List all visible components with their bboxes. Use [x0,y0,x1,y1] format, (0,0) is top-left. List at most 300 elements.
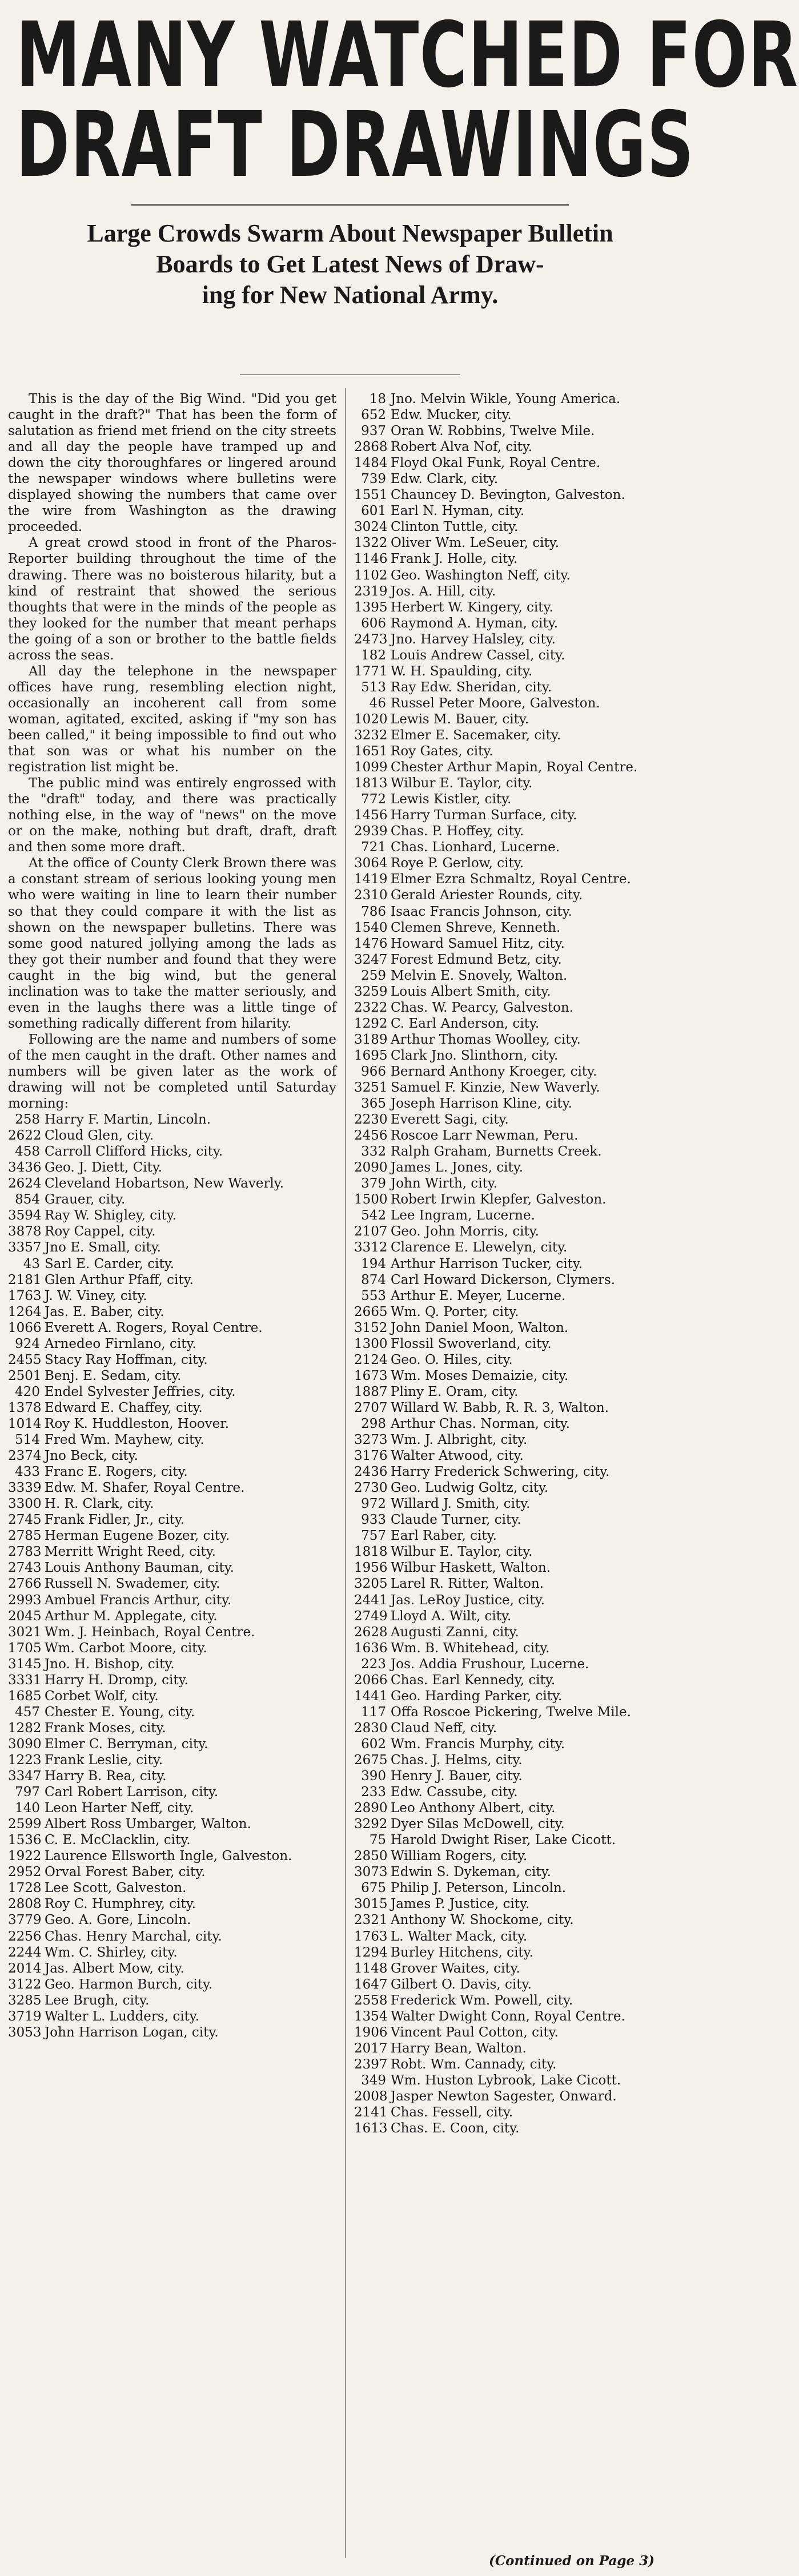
draft-name: James P. Justice, city. [391,1897,530,1912]
draft-list-item [354,1400,692,1416]
draft-name: Geo. O. Hiles, city. [391,1352,513,1367]
draft-number: 3285 [8,1993,42,2008]
draft-list-item [354,1304,692,1320]
draft-name: Frederick Wm. Powell, city. [391,1993,573,2008]
draft-list-item [354,679,692,695]
draft-list-item [8,1576,336,1592]
draft-name: Sarl E. Carder, city. [45,1256,175,1271]
draft-list-item [8,1912,336,1928]
draft-name: Wm. Huston Lybrook, Lake Cicott. [391,2072,621,2088]
draft-list-item [8,1368,336,1384]
draft-list-item [354,871,692,887]
draft-name: Ralph Graham, Burnetts Creek. [391,1144,602,1160]
draft-number: 2952 [8,1865,42,1880]
draft-number: 1763 [8,1288,42,1303]
draft-list-item [8,1432,336,1448]
draft-list-item [354,423,692,439]
draft-list-item [354,1704,692,1720]
draft-list-item [8,1688,336,1704]
draft-number: 3145 [8,1656,42,1672]
draft-list-item [8,1192,336,1208]
draft-number: 542 [361,1208,386,1223]
draft-name: Frank J. Holle, city. [391,552,518,567]
draft-list-item [8,1592,336,1608]
continued-note: (Continued on Page 3) [488,2553,655,2569]
draft-list-item [354,1384,692,1400]
draft-number: 2745 [8,1512,42,1528]
draft-name: Anthony W. Shockome, city. [391,1913,574,1928]
draft-name: Benj. E. Sedam, city. [45,1368,182,1383]
draft-list-item [8,1352,336,1368]
draft-list-item [354,1592,692,1608]
draft-list-item [354,1272,692,1288]
draft-name: Geo. J. Diett, City. [45,1160,163,1176]
draft-name: Lloyd A. Wilt, city. [391,1608,512,1624]
draft-number: 3073 [354,1865,388,1880]
draft-list-item [354,663,692,679]
draft-name: Stacy Ray Hoffman, city. [45,1352,208,1367]
draft-list-item [8,1929,336,1945]
draft-number: 601 [361,504,386,519]
draft-name: Gerald Ariester Rounds, city. [391,888,583,903]
draft-name: Augusti Zanni, city. [391,1624,519,1640]
draft-number: 721 [361,840,386,855]
draft-list-item [354,1000,692,1016]
draft-name: Chauncey D. Bevington, Galveston. [391,488,625,503]
draft-number: 1685 [8,1688,42,1704]
draft-number: 390 [361,1769,386,1784]
draft-number: 2830 [354,1720,388,1736]
draft-name: Wilbur E. Taylor, city. [391,776,533,791]
draft-name: Arthur Thomas Woolley, city. [391,1032,581,1047]
draft-list-item [354,904,692,920]
draft-list-item [8,1784,336,1800]
draft-name: Arthur E. Meyer, Lucerne. [391,1288,566,1303]
draft-list-item [8,1752,336,1768]
draft-name: Fred Wm. Mayhew, city. [45,1432,204,1448]
draft-list-item [354,1432,692,1448]
draft-number: 1148 [354,1961,388,1976]
draft-name: Jno Beck, city. [45,1448,138,1464]
draft-name: Floyd Okal Funk, Royal Centre. [391,456,601,471]
draft-list-item [354,1961,692,1977]
draft-number: 2624 [8,1176,42,1192]
draft-number: 1647 [354,1977,388,1992]
draft-name: Henry J. Bauer, city. [391,1769,523,1784]
draft-name: Earl Raber, city. [391,1528,497,1544]
subhead-line-1: Large Crowds Swarm About Newspaper Bulletin [87,219,613,247]
draft-list-item [354,1064,692,1080]
article-paragraph: At the office of County Clerk Brown there was a constant stream of serious looking young men who were waiting in line to learn their number so that they could compare it with the list as shown on the newspaper bulletins. There was some good natured jollying among the lads as they got their number and found that they were caught in the big wind, but the general inclination was to take the matter seriously, and even in the laughs there was a little tinge of something radically different from hilarity. [8,856,336,1031]
draft-name: Cleveland Hobartson, New Waverly. [45,1176,284,1192]
draft-number: 2321 [354,1913,388,1928]
draft-name: Everett Sagi, city. [391,1112,509,1128]
draft-number: 1818 [354,1544,388,1560]
draft-name: Louis Anthony Bauman, city. [45,1560,234,1576]
right-column [354,391,692,2136]
draft-list-item [8,1464,336,1480]
draft-number: 1102 [354,567,388,583]
draft-name: W. H. Spaulding, city. [391,663,533,679]
draft-number: 2066 [354,1672,388,1688]
draft-list-item [354,1528,692,1544]
draft-number: 1906 [354,2024,388,2040]
draft-name: Chas. Henry Marchal, city. [45,1929,222,1944]
draft-list-item [354,1320,692,1336]
draft-name: Jas. LeRoy Justice, city. [391,1592,545,1608]
draft-list-item [354,1800,692,1816]
draft-list-item [354,920,692,936]
draft-list-item [8,1864,336,1880]
draft-list-item [8,1768,336,1784]
draft-name: Wm. Francis Murphy, city. [391,1736,565,1752]
draft-list-item [8,1336,336,1352]
draft-list-item [354,711,692,727]
draft-number: 3347 [8,1769,42,1784]
draft-name: Chas. Lionhard, Lucerne. [391,840,560,855]
draft-name: Wm. J. Heinbach, Royal Centre. [45,1624,255,1640]
draft-number: 1419 [354,872,388,887]
draft-name: Ambuel Francis Arthur, city. [45,1592,232,1608]
draft-name: Jas. Albert Mow, city. [45,1961,184,1976]
draft-name: Chas. J. Helms, city. [391,1752,523,1768]
draft-number: 458 [15,1144,40,1160]
draft-number: 2090 [354,1160,388,1176]
draft-list-item [354,487,692,503]
draft-number: 1540 [354,920,388,935]
draft-list-item [8,1176,336,1192]
draft-name: Robt. Wm. Cannady, city. [391,2056,557,2072]
draft-list-item [354,727,692,743]
draft-name: Wm. Moses Demaizie, city. [391,1368,569,1383]
draft-list-item [354,1544,692,1560]
draft-list-item [354,839,692,855]
draft-list-item [354,1368,692,1384]
draft-name: Geo. Ludwig Goltz, city. [391,1480,549,1496]
draft-list-item [354,936,692,952]
draft-number: 2599 [8,1817,42,1832]
draft-name: Burley Hitchens, city. [391,1945,533,1960]
draft-number: 3331 [8,1672,42,1688]
draft-list-item [8,1720,336,1736]
draft-number: 3015 [354,1897,388,1912]
draft-list-item [354,1016,692,1032]
draft-name: Chester Arthur Mapin, Royal Centre. [391,760,638,775]
draft-list-item [354,2056,692,2072]
draft-number: 972 [361,1496,386,1512]
draft-list-item [354,1239,692,1255]
draft-list-item [354,1864,692,1880]
draft-name: Forest Edmund Betz, city. [391,952,562,967]
draft-number: 2310 [354,888,388,903]
draft-number: 3122 [8,1977,42,1992]
draft-number: 2890 [354,1801,388,1816]
subhead-line-3: ing for New National Army. [202,281,499,309]
draft-name: Merritt Wright Reed, city. [45,1544,216,1560]
draft-list-item [8,1800,336,1816]
draft-name: Jno. Melvin Wikle, Young America. [391,392,621,406]
draft-name: Arthur Chas. Norman, city. [391,1416,570,1431]
draft-name: Wilbur Haskett, Walton. [391,1560,551,1576]
headline-rule [131,204,569,206]
draft-name: Edward E. Chaffey, city. [45,1400,203,1415]
draft-name: Lee Scott, Galveston. [45,1881,187,1896]
draft-name: Gilbert O. Davis, city. [391,1977,532,1992]
draft-number: 1771 [354,663,388,679]
draft-name: Jos. A. Hill, city. [391,583,496,599]
draft-number: 2939 [354,824,388,839]
draft-number: 332 [361,1144,386,1160]
draft-name: Roy Gates, city. [391,744,493,759]
draft-number: 259 [361,968,386,983]
draft-number: 1673 [354,1368,388,1383]
draft-name: Earl N. Hyman, city. [391,504,525,519]
draft-number: 3273 [354,1432,388,1448]
draft-number: 3176 [354,1448,388,1464]
draft-name: Raymond A. Hyman, city. [391,615,559,631]
draft-number: 1264 [8,1304,42,1319]
draft-name: Frank Leslie, city. [45,1752,163,1768]
draft-name: Elmer C. Berryman, city. [45,1736,208,1752]
draft-list-item [354,1656,692,1672]
draft-name: Ray Edw. Sheridan, city. [391,679,552,695]
draft-list-item [354,407,692,423]
draft-name: Cloud Glen, city. [45,1128,154,1144]
draft-list-item [8,2009,336,2024]
draft-list-item [8,1496,336,1512]
draft-name: Bernard Anthony Kroeger, city. [391,1064,597,1079]
draft-list-item [8,1993,336,2009]
draft-number: 2850 [354,1849,388,1864]
draft-name: Herbert W. Kingery, city. [391,599,553,615]
draft-list-item [8,1320,336,1336]
draft-list-item [354,2088,692,2104]
draft-name: Robert Irwin Klepfer, Galveston. [391,1192,607,1208]
draft-list-item [354,1624,692,1640]
draft-list-item [354,791,692,807]
draft-name: Harry H. Dromp, city. [45,1672,188,1688]
draft-name: Wm. J. Albright, city. [391,1432,528,1448]
draft-name: Roscoe Larr Newman, Peru. [391,1128,579,1144]
draft-name: Chas. Fessell, city. [391,2105,513,2120]
draft-number: 1282 [8,1720,42,1736]
draft-name: Flossil Swoverland, city. [391,1336,552,1351]
draft-number: 513 [361,679,386,695]
draft-list-item [354,599,692,615]
draft-number: 2455 [8,1352,42,1367]
draft-list-item [8,1400,336,1416]
draft-list-item [354,1512,692,1528]
draft-list-item [354,775,692,791]
draft-name: Geo. Harmon Burch, city. [45,1977,213,1992]
draft-name: Frank Moses, city. [45,1720,166,1736]
draft-number: 3090 [8,1736,42,1752]
draft-list-item [354,1256,692,1272]
draft-list-item [8,1272,336,1288]
draft-number: 2141 [354,2105,388,2120]
draft-list-item [354,1208,692,1223]
draft-number: 3779 [8,1913,42,1928]
draft-number: 433 [15,1464,40,1480]
draft-number: 1887 [354,1384,388,1399]
draft-list-item [8,1144,336,1160]
draft-list-item [8,1624,336,1640]
draft-name: Everett A. Rogers, Royal Centre. [45,1320,263,1335]
draft-number: 2808 [8,1897,42,1912]
draft-list-item [354,1192,692,1208]
draft-number: 797 [15,1785,40,1800]
draft-name: Wm. Q. Porter, city. [391,1304,519,1319]
draft-list-item [354,1160,692,1176]
draft-name: Willard W. Babb, R. R. 3, Walton. [391,1400,609,1415]
draft-name: Arthur Harrison Tucker, city. [391,1256,583,1271]
draft-list-item [354,2072,692,2088]
draft-list-item [8,1880,336,1896]
draft-list-item [8,1256,336,1272]
draft-list-item [354,1896,692,1912]
draft-list-item [8,1848,336,1864]
draft-number: 3357 [8,1240,42,1255]
draft-number: 3300 [8,1496,42,1512]
draft-number: 1300 [354,1336,388,1351]
draft-name: Albert Ross Umbarger, Walton. [45,1817,251,1832]
draft-name: Louis Andrew Cassel, city. [391,647,565,663]
draft-name: Jno E. Small, city. [45,1240,161,1255]
draft-number: 772 [361,792,386,807]
draft-number: 2783 [8,1544,42,1560]
draft-name: Chas. W. Pearcy, Galveston. [391,1000,574,1015]
draft-list-item [8,1816,336,1832]
draft-name: C. Earl Anderson, city. [391,1016,540,1031]
draft-number: 3021 [8,1624,42,1640]
draft-number: 298 [361,1416,386,1431]
draft-list-item [354,1288,692,1304]
draft-list-item [354,1464,692,1480]
draft-name: Chas. E. Coon, city. [391,2121,520,2136]
draft-list-item [8,1608,336,1624]
draft-number: 182 [361,647,386,663]
draft-number: 3232 [354,727,388,743]
draft-list-item [8,1945,336,1961]
article-paragraph: The public mind was entirely engrossed with the "draft" today, and there was practically nothing else, in the way of "news" on the move or on the make, nothing but draft, draft, draft and then some more draft. [8,776,336,855]
draft-number: 3205 [354,1576,388,1592]
draft-number: 854 [15,1192,40,1208]
draft-list-item [8,1896,336,1912]
draft-name: Russel Peter Moore, Galveston. [391,695,600,711]
subheadline [57,218,643,311]
draft-list-item [8,1512,336,1528]
draft-name: Elmer E. Sacemaker, city. [391,727,561,743]
draft-list-item [354,984,692,1000]
draft-number: 675 [361,1881,386,1896]
draft-name: Carl Howard Dickerson, Clymers. [391,1272,616,1287]
draft-number: 2707 [354,1400,388,1415]
draft-list-item [354,2024,692,2040]
draft-number: 1146 [354,552,388,567]
draft-number: 46 [369,695,386,711]
draft-number: 2181 [8,1272,42,1287]
draft-number: 1014 [8,1416,42,1431]
draft-number: 1705 [8,1640,42,1656]
draft-number: 1695 [354,1048,388,1063]
draft-list-item [354,1945,692,1961]
draft-name: Glen Arthur Pfaff, city. [45,1272,194,1287]
draft-name: Dyer Silas McDowell, city. [391,1817,565,1832]
draft-name: Vincent Paul Cotton, city. [391,2024,559,2040]
draft-number: 1395 [354,599,388,615]
draft-name: Geo. A. Gore, Lincoln. [45,1913,191,1928]
draft-list-item [8,1480,336,1496]
draft-number: 3312 [354,1240,388,1255]
draft-list-item [8,2024,336,2040]
draft-number: 937 [361,424,386,439]
draft-number: 2501 [8,1368,42,1383]
draft-list-item [354,583,692,599]
draft-number: 553 [361,1288,386,1303]
draft-name: John Wirth, city. [391,1176,497,1192]
draft-name: Leon Harter Neff, city. [45,1801,194,1816]
draft-name: Geo. Harding Parker, city. [391,1688,563,1704]
draft-list-item [354,807,692,823]
draft-name: C. E. McClacklin, city. [45,1833,191,1848]
draft-number: 3053 [8,2024,42,2040]
draft-list-item [354,1176,692,1192]
draft-number: 1763 [354,1929,388,1944]
draft-name: Harry Frederick Schwering, city. [391,1464,610,1480]
draft-list-item [354,1096,692,1112]
draft-number: 757 [361,1528,386,1544]
draft-number: 2558 [354,1993,388,2008]
draft-list-item [354,1752,692,1768]
draft-name: H. R. Clark, city. [45,1496,154,1512]
draft-list-item [354,1144,692,1160]
draft-list-item [354,1416,692,1432]
draft-name: Arnedeo Firnlano, city. [45,1336,196,1351]
draft-number: 1813 [354,776,388,791]
draft-number: 1536 [8,1833,42,1848]
draft-name: Philip J. Peterson, Lincoln. [391,1881,567,1896]
draft-list-item [8,1656,336,1672]
draft-list-item [354,2104,692,2120]
draft-name: William Rogers, city. [391,1849,528,1864]
draft-number: 1651 [354,744,388,759]
draft-name: Jas. E. Baber, city. [45,1304,164,1319]
draft-name: Franc E. Rogers, city. [45,1464,188,1480]
draft-number: 2374 [8,1448,42,1464]
draft-list-item [8,1304,336,1320]
draft-number: 2785 [8,1528,42,1544]
draft-number: 1354 [354,2009,388,2024]
draft-number: 966 [361,1064,386,1079]
draft-list-item [8,1448,336,1464]
draft-list-item [354,1736,692,1752]
subhead-line-2: Boards to Get Latest News of Draw- [156,250,544,278]
draft-name: Laurence Ellsworth Ingle, Galveston. [45,1849,292,1864]
draft-list-item [354,887,692,903]
draft-name: Leo Anthony Albert, city. [391,1801,556,1816]
draft-number: 3152 [354,1320,388,1335]
draft-name: Oran W. Robbins, Twelve Mile. [391,424,595,439]
draft-list-item [8,1223,336,1239]
draft-number: 258 [15,1112,40,1128]
draft-number: 420 [15,1384,40,1399]
draft-list-item [354,503,692,519]
draft-number: 3259 [354,984,388,999]
draft-name: John Harrison Logan, city. [45,2024,219,2040]
draft-list-item [8,1977,336,1993]
draft-list-item [8,1961,336,1977]
draft-list-item [354,695,692,711]
